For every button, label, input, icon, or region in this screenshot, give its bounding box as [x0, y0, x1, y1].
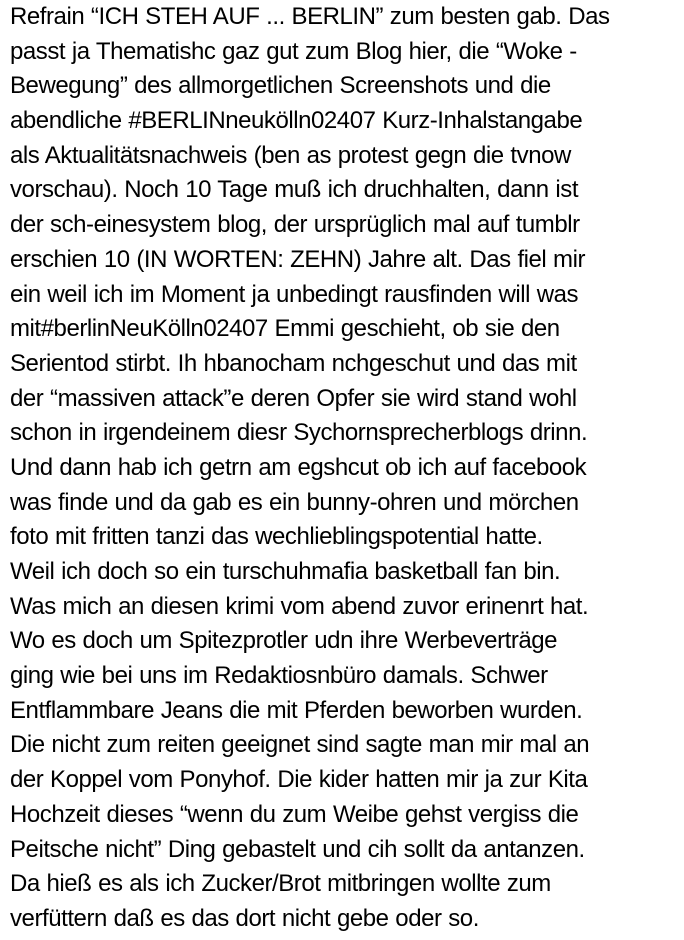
text-line: Peitsche nicht” Ding gebastelt und cih sollt da antanzen.	[10, 835, 585, 863]
text-line: der “massiven attack”e deren Opfer sie wird stand wohl	[10, 384, 577, 412]
text-line: der sch-einesystem blog, der ursprüglich mal auf tumblr	[10, 211, 580, 239]
text-line: Wo es doch um Spitezprotler udn ihre Werbeverträge	[10, 627, 558, 655]
text-line: schon in irgendeinem diesr Sychornsprecherblogs drinn.	[10, 419, 588, 447]
text-line: Da hieß es als ich Zucker/Brot mitbringen wollte zum	[10, 870, 551, 898]
body-text	[10, 0, 682, 937]
text-line: Serientod stirbt. Ih hbanocham nchgeschut und das mit	[10, 349, 577, 377]
text-line: abendliche #BERLINneukölln02407 Kurz-Inhalstangabe	[10, 107, 583, 135]
text-line: ging wie bei uns im Redaktiosnbüro damals. Schwer	[10, 662, 548, 690]
text-line: foto mit fritten tanzi das wechlieblingspotential hatte.	[10, 523, 543, 551]
text-line: Was mich an diesen krimi vom abend zuvor erinenrt hat.	[10, 592, 589, 620]
text-line: mit#berlinNeuKölln02407 Emmi geschieht, ob sie den	[10, 315, 560, 343]
text-line: Und dann hab ich getrn am egshcut ob ich auf facebook	[10, 453, 587, 481]
text-line: Weil ich doch so ein turschuhmafia basketball fan bin.	[10, 558, 561, 585]
text-line: Refrain “ICH STEH AUF ... BERLIN” zum besten gab. Das	[10, 3, 610, 30]
text-line: Bewegung” des allmorgetlichen Screenshots und die	[10, 72, 551, 100]
text-line: ein weil ich im Moment ja unbedingt rausfinden will was	[10, 280, 579, 308]
text-line: vorschau). Noch 10 Tage muß ich druchhalten, dann ist	[10, 176, 579, 204]
text-line: der Koppel vom Ponyhof. Die kider hatten mir ja zur Kita	[10, 766, 588, 794]
text-line: Die nicht zum reiten geeignet sind sagte man mir mal an	[10, 731, 590, 759]
text-line: was finde und da gab es ein bunny-ohren und mörchen	[10, 488, 579, 516]
text-line: Entflammbare Jeans die mit Pferden beworben wurden.	[10, 696, 583, 724]
text-line: erschien 10 (IN WORTEN: ZEHN) Jahre alt. Das fiel mir	[10, 245, 586, 273]
text-line: passt ja Thematishc gaz gut zum Blog hier, die “Woke -	[10, 37, 577, 65]
text-line: verfüttern daß es das dort nicht gebe oder so.	[10, 904, 479, 932]
text-line: als Aktualitätsnachweis (ben as protest gegn die tvnow	[10, 141, 571, 169]
text-line: Hochzeit dieses “wenn du zum Weibe gehst vergiss die	[10, 800, 579, 828]
